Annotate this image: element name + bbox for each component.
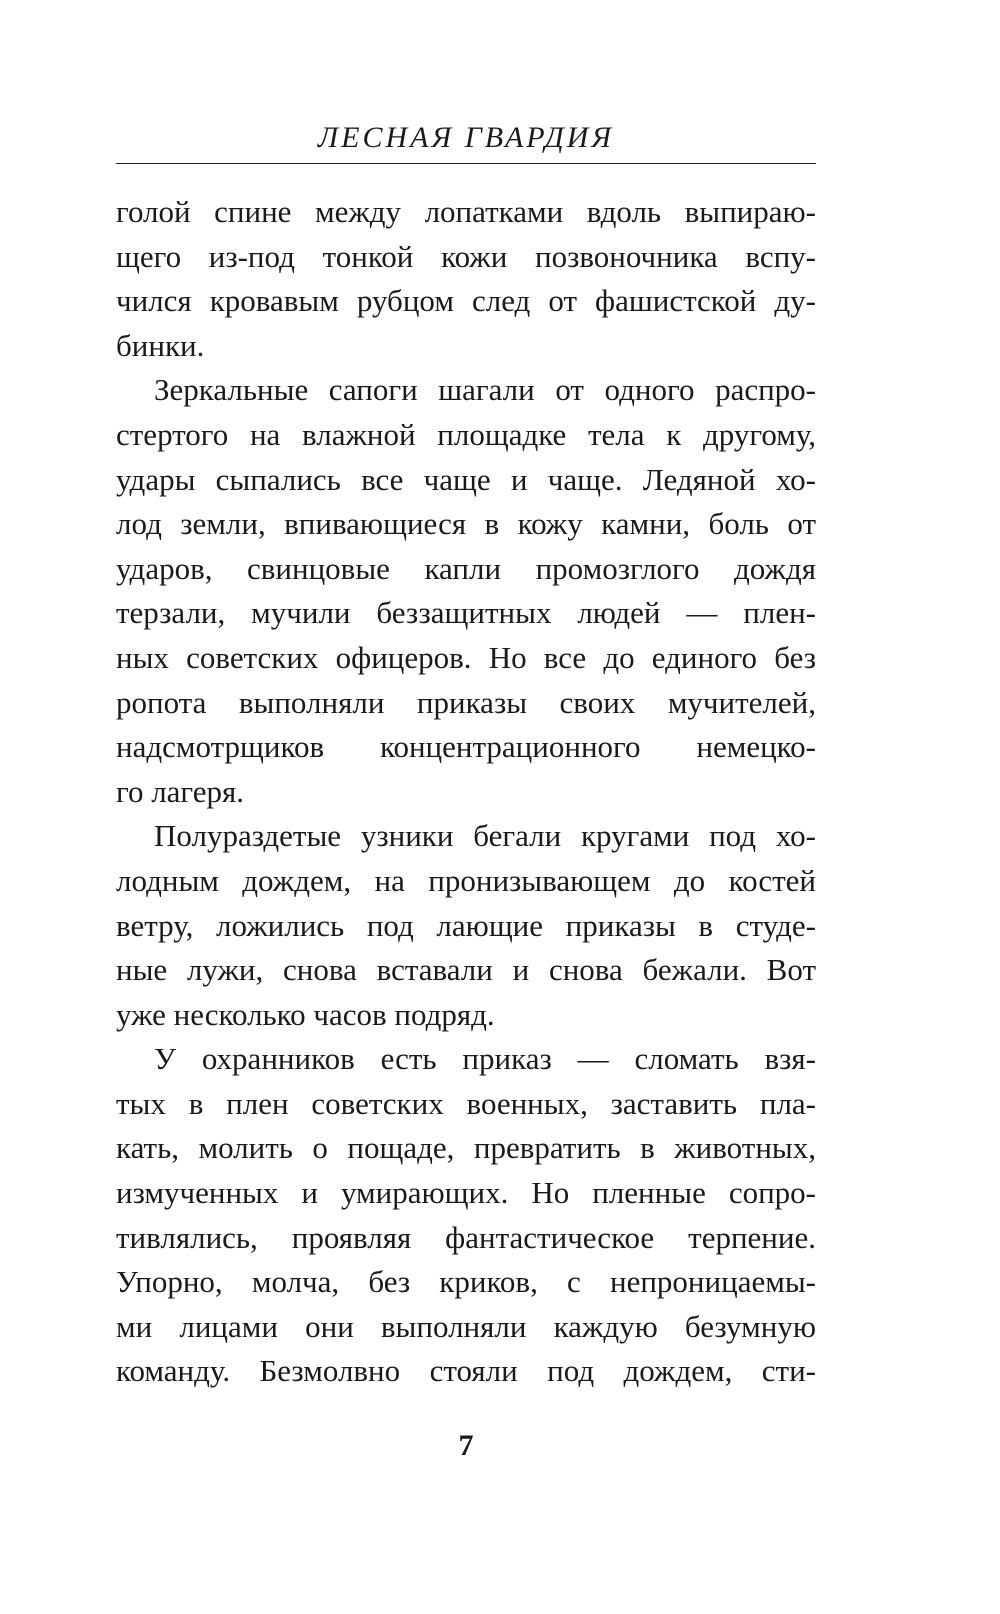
paragraph (116, 190, 816, 368)
text-line: уже несколько часов подряд. (116, 996, 495, 1032)
page-number: 7 (458, 1429, 474, 1462)
text-line: тивлялись, проявляя фантастическое терпение. (116, 1219, 816, 1255)
text-line: голой спине между лопатками вдоль выпираю- (116, 194, 816, 229)
body-text (116, 190, 816, 1394)
text-line: удары сыпались все чаще и чаще. Ледяной хо- (116, 461, 816, 497)
text-line: Полураздетые узники бегали кругами под хо- (154, 818, 816, 854)
text-line: измученных и умирающих. Но пленные сопро- (116, 1175, 816, 1211)
text-line: кать, молить о пощаде, превратить в животных, (116, 1130, 816, 1166)
text-line: лодным дождем, на пронизывающем до костей (116, 862, 816, 898)
text-line: У охранников есть приказ — сломать взя- (154, 1041, 816, 1077)
text-line: лод земли, впивающиеся в кожу камни, боль от (116, 506, 816, 542)
text-line: щего из-под тонкой кожи позвоночника вспу- (116, 238, 816, 274)
text-line: ных советских офицеров. Но все до единого без (116, 639, 816, 675)
text-line: ми лицами они выполняли каждую безумную (116, 1308, 816, 1344)
text-line: терзали, мучили беззащитных людей — плен- (116, 595, 816, 631)
text-line: ударов, свинцовые капли промозглого дождя (116, 550, 816, 586)
text-line: надсмотрщиков концентрационного немецко- (116, 729, 816, 765)
running-head: ЛЕСНАЯ ГВАРДИЯ (317, 121, 615, 154)
text-line: команду. Безмолвно стояли под дождем, сти- (116, 1353, 816, 1389)
text-line: Упорно, молча, без криков, с непроницаемы- (116, 1264, 816, 1300)
text-line: ропота выполняли приказы своих мучителей, (116, 684, 816, 720)
text-line: чился кровавым рубцом след от фашистской ду- (116, 283, 816, 319)
text-line: стертого на влажной площадке тела к другому, (116, 416, 816, 452)
paragraph (116, 814, 816, 1037)
text-line: ные лужи, снова вставали и снова бежали. Вот (116, 952, 816, 988)
text-line: ветру, ложились под лающие приказы в студе- (116, 907, 816, 943)
text-line: Зеркальные сапоги шагали от одного распро- (154, 372, 816, 408)
header-rule (116, 163, 816, 164)
paragraph (116, 1037, 816, 1394)
text-line: бинки. (116, 327, 205, 363)
text-line: го лагеря. (116, 773, 244, 809)
text-line: тых в плен советских военных, заставить пла- (116, 1085, 816, 1121)
paragraph (116, 368, 816, 814)
